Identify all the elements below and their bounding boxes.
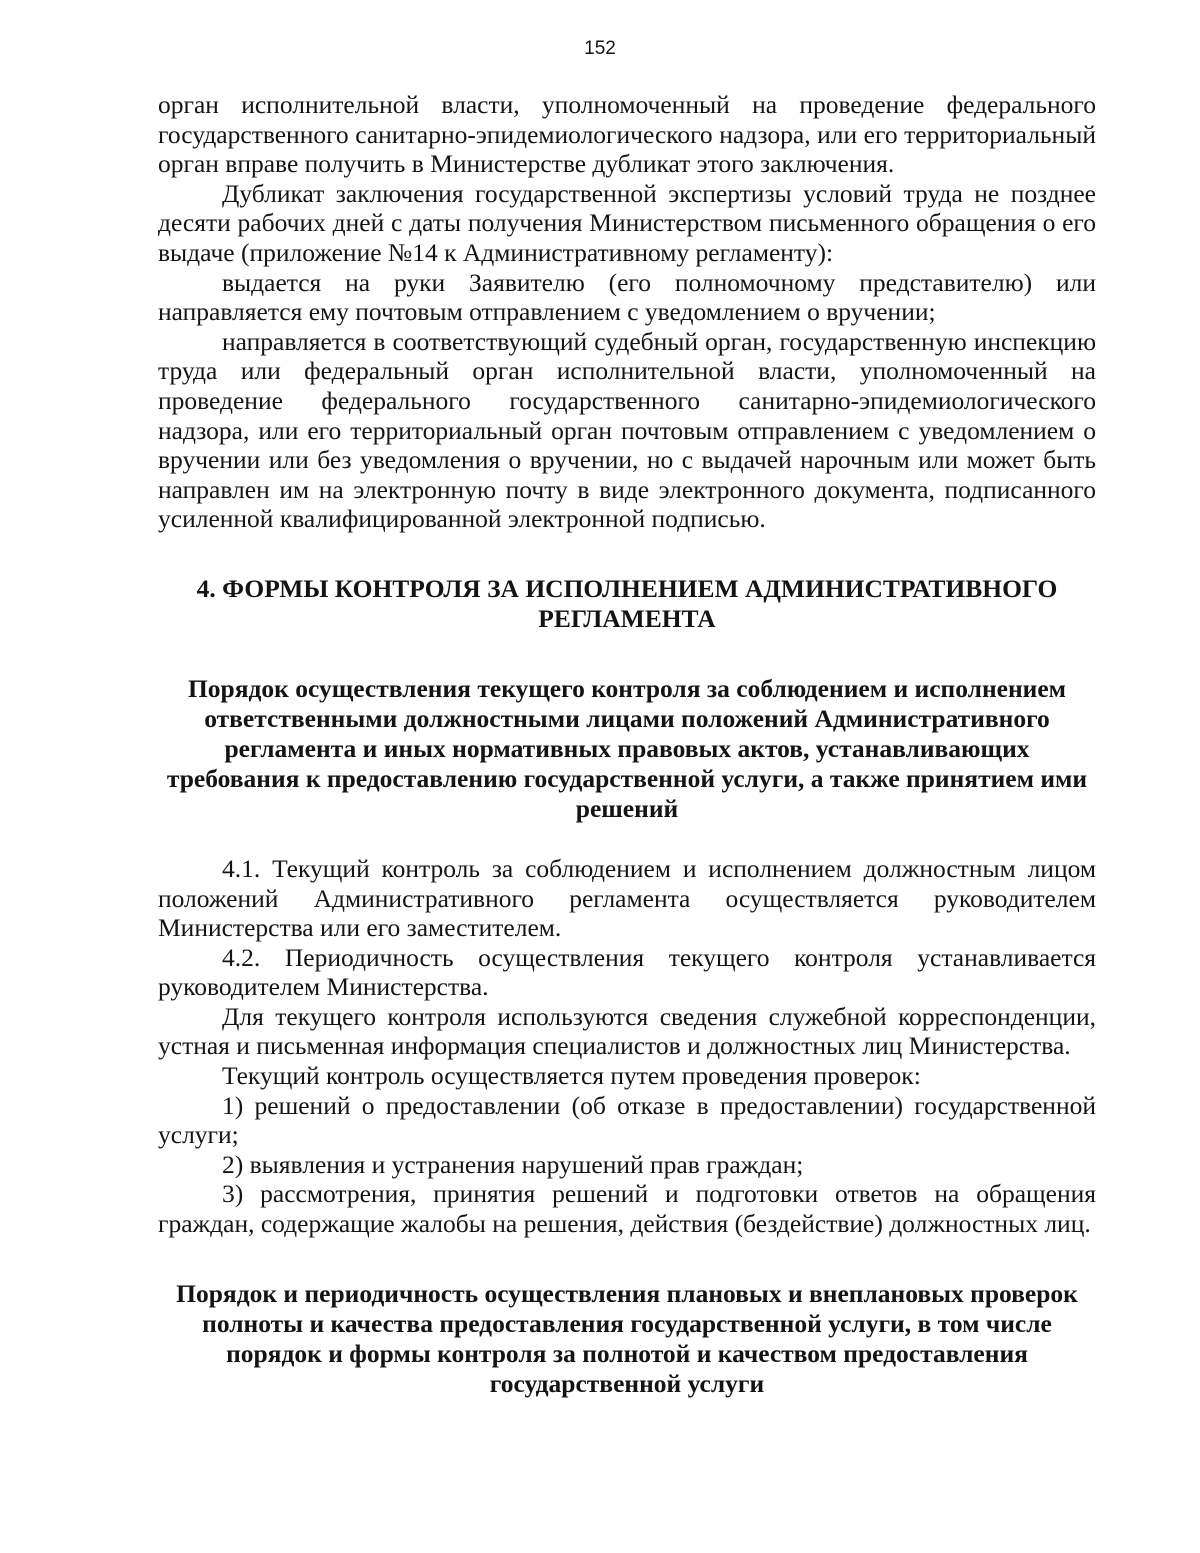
paragraph-continuation: орган исполнительной власти, уполномоченный на проведение федерального государственного санитарно-эпидемиологического надзора, или его территориальный орган вправе получить в Министерстве дубликат этого заключения. xyxy=(158,90,1096,179)
paragraph-duplicate-deadline: Дубликат заключения государственной экспертизы условий труда не позднее десяти рабочих дней с даты получения Министерством письменного обращения о его выдаче (приложение №14 к Административному регламенту): xyxy=(158,178,1096,267)
paragraph-sent-to-authority: направляется в соответствующий судебный орган, государственную инспекцию труда или федеральный орган исполнительной власти, уполномоченный на проведение федерального государственного санитарно-эпидемиологического надзора, или его территориальный орган почтовым отправлением с уведомлением о вручении или без уведомления о вручении, но с выдачей нарочным или может быть направлен им на электронную почту в виде электронного документа, подписанного усиленной квалифицированной электронной подписью. xyxy=(158,326,1096,534)
section-paragraphs xyxy=(158,854,1096,1239)
paragraph-checks-intro: Текущий контроль осуществляется путем проведения проверок: xyxy=(222,1061,921,1091)
section-heading: 4. ФОРМЫ КОНТРОЛЯ ЗА ИСПОЛНЕНИЕМ АДМИНИСТРАТИВНОГО РЕГЛАМЕНТА xyxy=(196,573,1058,633)
paragraph-issued-in-person: выдается на руки Заявителю (его полномочному представителю) или направляется ему почтовым отправлением с уведомлением о вручении; xyxy=(158,267,1096,327)
list-item-1: 1) решений о предоставлении (об отказе в предоставлении) государственной услуги; xyxy=(158,1090,1096,1150)
subheading-planned-checks: Порядок и периодичность осуществления плановых и внеплановых проверок полноты и качества предоставления государственной услуги, в том числе порядок и формы контроля за полнотой и качеством предоставления государственной услуги xyxy=(176,1278,1078,1398)
document-body xyxy=(158,90,1096,1399)
list-item-3: 3) рассмотрения, принятия решений и подготовки ответов на обращения граждан, содержащие жалобы на решения, действия (бездействие) должностных лиц. xyxy=(158,1179,1096,1239)
page-number: 152 xyxy=(584,38,616,59)
paragraph-4-2: 4.2. Периодичность осуществления текущего контроля устанавливается руководителем Министерства. xyxy=(158,942,1096,1002)
paragraph-4-1: 4.1. Текущий контроль за соблюдением и исполнением должностным лицом положений Административного регламента осуществляется руководителем Министерства или его заместителем. xyxy=(158,853,1096,943)
subheading-current-control: Порядок осуществления текущего контроля за соблюдением и исполнением ответственными должностными лицами положений Административного регламента и иных нормативных правовых актов, устанавливающих требования к предоставлению государственной услуги, а также принятием ими решений xyxy=(166,673,1088,823)
paragraph-information-sources: Для текущего контроля используются сведения служебной корреспонденции, устная и письменная информация специалистов и должностных лиц Министерства. xyxy=(158,1001,1096,1061)
list-item-2: 2) выявления и устранения нарушений прав граждан; xyxy=(222,1149,804,1179)
